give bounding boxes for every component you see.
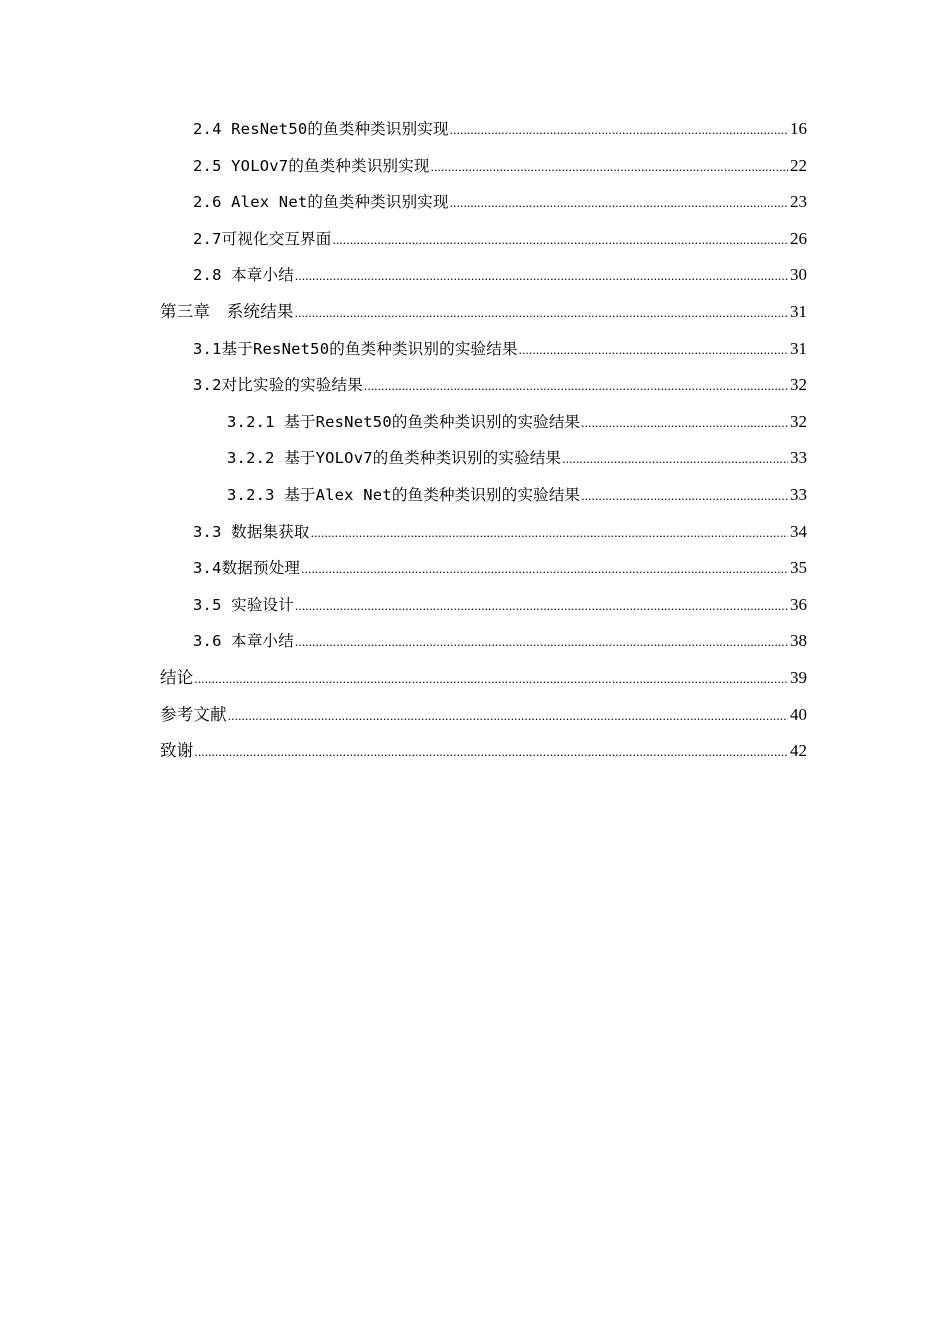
- toc-entry-title: 2.4 ResNet50的鱼类种类识别实现: [193, 120, 449, 138]
- toc-entry-page: 33: [790, 448, 807, 468]
- toc-entry-page: 34: [790, 521, 807, 541]
- toc-entry-title: 2.7可视化交互界面: [193, 229, 332, 248]
- toc-entry[interactable]: [160, 257, 807, 294]
- toc-dot-leader: [295, 258, 788, 295]
- toc-entry[interactable]: [160, 367, 807, 404]
- toc-entry-title: 3.2对比实验的实验结果: [193, 376, 363, 395]
- toc-entry[interactable]: [160, 111, 807, 148]
- toc-entry-page: 35: [790, 558, 807, 578]
- toc-dot-leader: [450, 112, 788, 149]
- toc-entry-title: 3.6 本章小结: [193, 632, 294, 651]
- toc-dot-leader: [295, 588, 788, 625]
- toc-entry-title: 3.4数据预处理: [193, 559, 301, 578]
- toc-dot-leader: [581, 478, 788, 515]
- toc-entry-title: 2.5 YOLOv7的鱼类种类识别实现: [193, 156, 430, 175]
- toc-entry-page: 31: [790, 301, 807, 321]
- toc-dot-leader: [228, 698, 788, 735]
- toc-entry-page: 22: [790, 155, 807, 175]
- toc-entry[interactable]: [160, 221, 807, 258]
- toc-dot-leader: [194, 661, 788, 698]
- toc-entry-title: 第三章 系统结果: [160, 301, 294, 321]
- toc-dot-leader: [333, 222, 789, 259]
- toc-entry-page: 40: [790, 704, 807, 724]
- toc-entry-subsection[interactable]: [160, 477, 807, 514]
- toc-entry-page: 23: [790, 192, 807, 212]
- toc-entry[interactable]: [160, 550, 807, 587]
- toc-entry-title: 2.8 本章小结: [193, 266, 294, 285]
- toc-entry-title: 2.6 Alex Net的鱼类种类识别实现: [193, 193, 449, 212]
- toc-dot-leader: [311, 515, 788, 552]
- toc-entry[interactable]: [160, 331, 807, 368]
- toc-dot-leader: [364, 368, 788, 405]
- toc-entry-chapter[interactable]: [160, 660, 807, 697]
- toc-entry-page: 32: [790, 375, 807, 395]
- toc-entry[interactable]: [160, 514, 807, 551]
- toc-entry-page: 26: [790, 228, 807, 248]
- toc-entry-page: 38: [790, 631, 807, 651]
- toc-dot-leader: [301, 551, 788, 588]
- toc-entry-title: 3.1基于ResNet50的鱼类种类识别的实验结果: [193, 339, 518, 358]
- toc-entry-title: 3.3 数据集获取: [193, 522, 310, 541]
- toc-entry-title: 3.2.2 基于YOLOv7的鱼类种类识别的实验结果: [227, 449, 562, 468]
- toc-entry-title: 3.2.1 基于ResNet50的鱼类种类识别的实验结果: [227, 412, 581, 431]
- toc-entry-page: 33: [790, 484, 807, 504]
- toc-entry-page: 16: [790, 119, 807, 138]
- toc-entry-chapter[interactable]: [160, 294, 807, 331]
- toc-entry-page: 30: [790, 265, 807, 285]
- toc-entry-page: 39: [790, 667, 807, 687]
- toc-entry[interactable]: [160, 623, 807, 660]
- toc-entry[interactable]: [160, 184, 807, 221]
- toc-entry-title: 参考文献: [160, 704, 227, 724]
- toc-entry-chapter[interactable]: [160, 697, 807, 734]
- toc-entry-title: 结论: [160, 667, 194, 687]
- toc-entry[interactable]: [160, 148, 807, 185]
- toc-entry-page: 32: [790, 411, 807, 431]
- toc-entry-page: 42: [790, 741, 807, 761]
- toc-entry[interactable]: [160, 587, 807, 624]
- toc-dot-leader: [295, 295, 788, 332]
- toc-dot-leader: [450, 185, 788, 222]
- table-of-contents: [160, 111, 807, 770]
- toc-dot-leader: [581, 405, 788, 442]
- toc-entry-chapter[interactable]: [160, 733, 807, 770]
- toc-dot-leader: [519, 332, 788, 369]
- toc-entry-title: 致谢: [160, 741, 194, 761]
- toc-entry-subsection[interactable]: [160, 404, 807, 441]
- toc-dot-leader: [562, 441, 788, 478]
- toc-dot-leader: [431, 149, 788, 186]
- toc-entry-page: 31: [790, 338, 807, 358]
- toc-entry-subsection[interactable]: [160, 440, 807, 477]
- toc-dot-leader: [194, 734, 788, 771]
- toc-dot-leader: [295, 624, 788, 661]
- toc-entry-title: 3.2.3 基于Alex Net的鱼类种类识别的实验结果: [227, 485, 581, 504]
- toc-entry-page: 36: [790, 594, 807, 614]
- toc-entry-title: 3.5 实验设计: [193, 595, 294, 614]
